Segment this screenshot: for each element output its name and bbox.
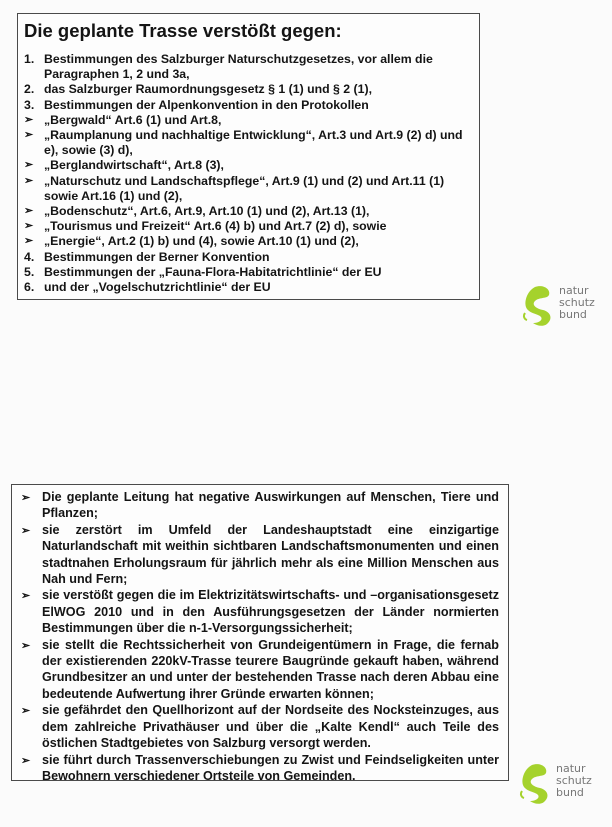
list-item: [24, 174, 471, 204]
logo-line-bund: bund: [556, 786, 584, 799]
arrow-bullet-icon: ➢: [21, 492, 31, 504]
arrow-bullet-icon: ➢: [24, 129, 34, 142]
list-item: [21, 587, 499, 636]
list-item: [24, 82, 471, 97]
list-item: [21, 522, 499, 588]
list-item-text: sie stellt die Rechtssicherheit von Grundeigentümern in Frage, die fernab der existierenden 220kV-Trasse teurere Baugründe gekauft haben, während Grundbesitzer an und unter der bestehenden Trasse nach deren Abbau eine bedeutende Aufwertung ihrer Gründe erwarten können;: [42, 637, 499, 701]
arrow-bullet-icon: ➢: [24, 113, 34, 126]
arrow-bullet-icon: ➢: [24, 174, 34, 187]
list-item-text: sie gefährdet den Quellhorizont auf der Nordseite des Nocksteinzuges, aus dem zahlreiche Privathäuser und über die „Kalte Kendl“ auch Teile des östlichen Stadtgebietes von Salzburg versorgt werden.: [42, 703, 499, 751]
logo-line-schutz: schutz: [556, 774, 592, 787]
list-item: [24, 234, 471, 249]
list-item-text: das Salzburger Raumordnungsgesetz § 1 (1) und § 2 (1),: [44, 82, 372, 97]
otter-icon: [521, 283, 557, 329]
list-number: 5.: [24, 264, 35, 279]
list-item: [21, 489, 499, 522]
list-item-text: sie führt durch Trassenverschiebungen zu Zwist und Feindseligkeiten unter Bewohnern verschiedener Ortsteile von Gemeinden.: [42, 752, 499, 783]
list-item: [24, 113, 471, 128]
list-item: [24, 280, 471, 295]
list-item-text: Bestimmungen der Berner Konvention: [44, 249, 270, 264]
list-item: [24, 52, 471, 82]
list-item-text: Bestimmungen des Salzburger Naturschutzgesetzes, vor allem die Paragraphen 1, 2 und 3a,: [44, 52, 433, 82]
list-number: 3.: [24, 97, 35, 112]
list-item: [21, 637, 499, 703]
logo-line-natur: natur: [559, 284, 589, 297]
list-item: [21, 752, 499, 785]
list-number: 1.: [24, 52, 35, 66]
arrow-bullet-icon: ➢: [21, 590, 31, 603]
list-item-text: „Energie“, Art.2 (1) b) und (4), sowie Art.10 (1) und (2),: [44, 234, 359, 249]
arrow-bullet-icon: ➢: [21, 524, 31, 537]
naturschutzbund-logo: [521, 283, 601, 333]
arrow-bullet-icon: ➢: [21, 754, 31, 767]
naturschutzbund-logo: [518, 761, 598, 811]
list-item-text: „Bergwald“ Art.6 (1) und Art.8,: [44, 112, 222, 127]
arrow-bullet-icon: ➢: [24, 235, 34, 248]
list-item: [24, 250, 471, 265]
list-item: [24, 98, 471, 113]
arrow-bullet-icon: ➢: [21, 705, 31, 718]
logo-line-schutz: schutz: [559, 296, 595, 309]
list-number: 6.: [24, 280, 35, 295]
arrow-bullet-icon: ➢: [24, 205, 34, 218]
list-number: 4.: [24, 249, 35, 264]
otter-icon: [518, 761, 554, 807]
list-item-text: Die geplante Leitung hat negative Auswirkungen auf Menschen, Tiere und Pflanzen;: [42, 490, 499, 521]
list-item-text: und der „Vogelschutzrichtlinie“ der EU: [44, 280, 271, 295]
logo-text: [559, 285, 595, 321]
list-number: 2.: [24, 82, 35, 97]
violations-list: [24, 52, 471, 295]
list-item-text: „Tourismus und Freizeit“ Art.6 (4) b) und Art.7 (2) d), sowie: [44, 219, 387, 234]
list-item-text: Bestimmungen der Alpenkonvention in den Protokollen: [44, 97, 369, 112]
logo-text: [556, 763, 592, 799]
list-item-text: „Berglandwirtschaft“, Art.8 (3),: [44, 158, 224, 173]
arrow-bullet-icon: ➢: [24, 220, 34, 233]
impacts-list: [21, 489, 499, 784]
list-item: [24, 128, 471, 158]
list-item: [24, 204, 471, 219]
list-item-text: sie zerstört im Umfeld der Landeshauptstadt eine einzigartige Naturlandschaft mit weithin sichtbaren Landschaftsmonumenten und einen stadtnahen Erholungsraum für jährlich mehr als eine Million Menschen aus Nah und Fern;: [42, 522, 499, 587]
box-title: Die geplante Trasse verstößt gegen:: [24, 20, 342, 41]
list-item-text: „Raumplanung und nachhaltige Entwicklung“, Art.3 und Art.9 (2) d) und e), sowie (3) d),: [44, 128, 463, 158]
list-item-text: „Bodenschutz“, Art.6, Art.9, Art.10 (1) und (2), Art.13 (1),: [44, 204, 370, 219]
arrow-bullet-icon: ➢: [21, 639, 31, 652]
list-item: [24, 219, 471, 234]
logo-line-natur: natur: [556, 762, 586, 775]
logo-line-bund: bund: [559, 308, 587, 321]
list-item-text: „Naturschutz und Landschaftspflege“, Art.9 (1) und (2) und Art.11 (1) sowie Art.16 (1) und (2),: [44, 173, 445, 203]
arrow-bullet-icon: ➢: [24, 159, 34, 172]
list-item: [21, 702, 499, 751]
violations-box: [17, 13, 480, 300]
list-item-text: sie verstößt gegen die im Elektrizitätswirtschafts- und –organisationsgesetz ElWOG 2010 und in den Ausführungsgesetzen der Länder normierten Bestimmungen über die n-1-Versorgungssicherheit;: [42, 588, 499, 636]
impacts-box: [11, 484, 509, 781]
list-item: [24, 265, 471, 280]
list-item: [24, 158, 471, 173]
list-item-text: Bestimmungen der „Fauna-Flora-Habitatrichtlinie“ der EU: [44, 264, 382, 279]
